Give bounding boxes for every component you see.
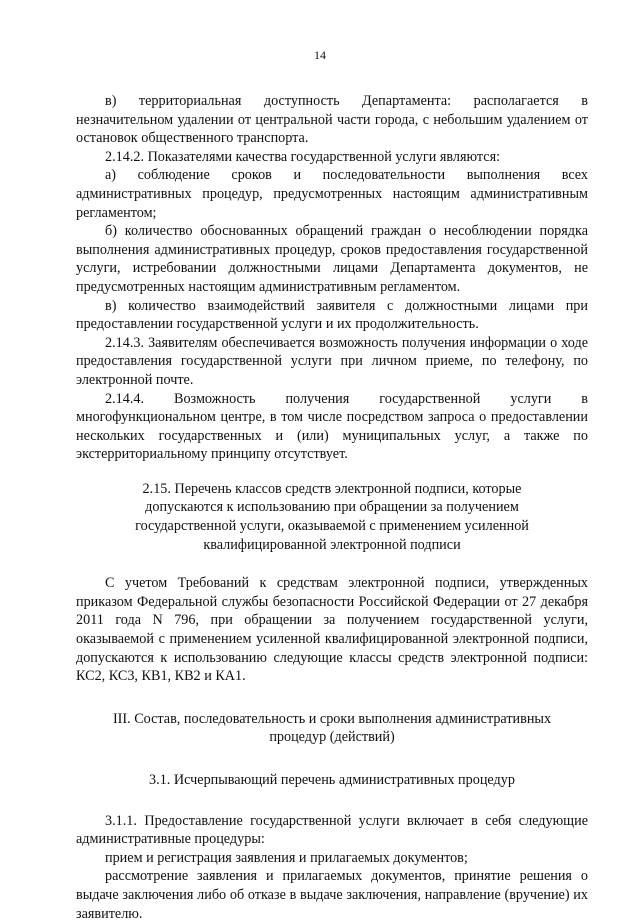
paragraph-2-15-body: С учетом Требований к средствам электронной подписи, утвержденных приказом Федеральной службы безопасности Российской Федерации от 27 декабря 2011 года N 796, при обращении за получением государственной услуги, оказываемой с применением усиленной квалифицированной электронной подписи, допускаются к использованию следующие классы средств электронной подписи: КС2, КС3, КВ1, КВ2 и КА1. [76, 575, 588, 685]
paragraph-consideration: рассмотрение заявления и прилагаемых документов, принятие решения о выдаче заключения либо об отказе в выдаче заключения, направление (вручение) их заявителю. [76, 868, 588, 922]
document-body [76, 92, 588, 923]
page-number: 14 [314, 48, 326, 62]
paragraph-2-14-3: 2.14.3. Заявителям обеспечивается возможность получения информации о ходе предоставления государственной услуги при личном приеме, по телефону, по электронной почте. [76, 334, 588, 388]
paragraph-compliance: а) соблюдение сроков и последовательности выполнения всех административных процедур, предусмотренных настоящим административным регламентом; [76, 167, 588, 221]
paragraph-2-14-2: 2.14.2. Показателями качества государственной услуги являются: [105, 148, 501, 165]
heading-2-15: 2.15. Перечень классов средств электронной подписи, которые допускаются к использованию при обращении за получением государственной услуги, оказываемой с применением усиленной квалифицированной электронной подписи [135, 480, 529, 553]
paragraph-complaints: б) количество обоснованных обращений граждан о несоблюдении порядка выполнения административных процедур, сроков предоставления государственной услуги, истребовании должностными лицами Департамента документов, не предусмотренных настоящим административным регламентом. [76, 223, 588, 295]
paragraph-3-1-1: 3.1.1. Предоставление государственной услуги включает в себя следующие административные процедуры: [76, 812, 588, 848]
heading-3-1: 3.1. Исчерпывающий перечень административных процедур [149, 772, 515, 788]
paragraph-2-14-4: 2.14.4. Возможность получения государственной услуги в многофункциональном центре, в том числе посредством запроса о предоставлении нескольких государственных и (или) муниципальных услуг, а также по экстерриториальному принципу отсутствует. [76, 390, 588, 463]
paragraph-interactions: в) количество взаимодействий заявителя с должностными лицами при предоставлении государственной услуги и их продолжительность. [76, 297, 588, 333]
paragraph-reception: прием и регистрация заявления и прилагаемых документов; [105, 849, 468, 866]
heading-section-3: III. Состав, последовательность и сроки выполнения административных процедур (действий) [112, 710, 552, 746]
paragraph-accessibility: в) территориальная доступность Департамента: располагается в незначительном удалении от центральной части города, с небольшим удалением от остановок общественного транспорта. [76, 93, 588, 147]
